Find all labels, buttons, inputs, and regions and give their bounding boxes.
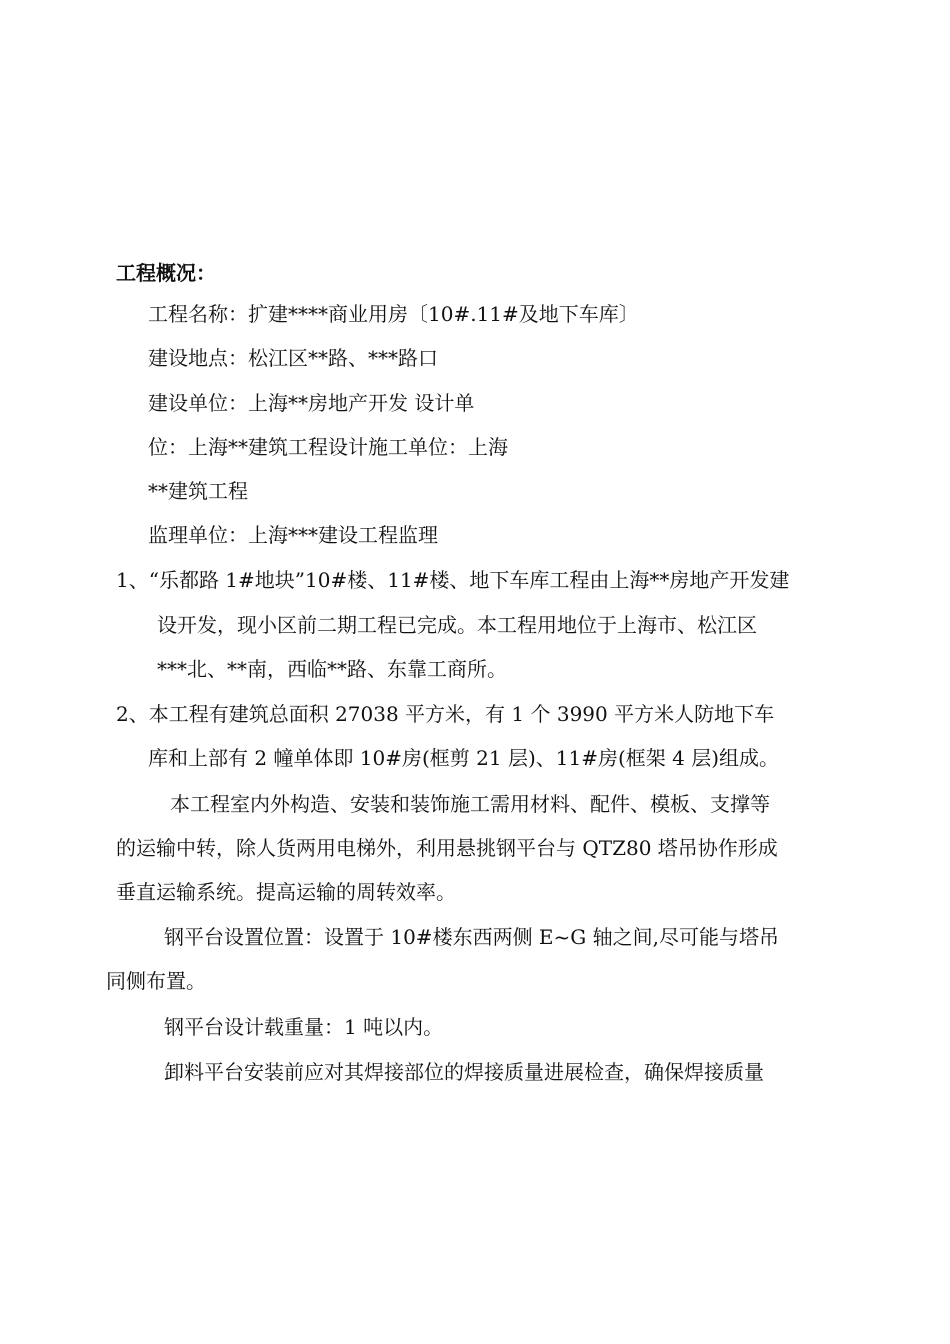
paragraph-3-line-2: 的运输中转，除人货两用电梯外，利用悬挑钢平台与 QTZ80 塔吊协作形成: [116, 836, 778, 860]
paragraph-1-line-3: ***北、**南，西临**路、东靠工商所。: [157, 657, 507, 681]
paragraph-6-line-1: 卸料平台安装前应对其焊接部位的焊接质量进展检查，确保焊接质量: [164, 1060, 764, 1084]
text-line-project-name: 工程名称：扩建****商业用房〔10#.11#及地下车库〕: [148, 302, 639, 326]
paragraph-3-line-3: 垂直运输系统。提高运输的周转效率。: [116, 880, 456, 904]
paragraph-4-line-2: 同侧布置。: [106, 969, 206, 993]
paragraph-5-line-1: 钢平台设计载重量：1 吨以内。: [164, 1015, 444, 1039]
text-line-contractor: **建筑工程: [148, 479, 248, 503]
text-line-designer: 位：上海**建筑工程设计施工单位：上海: [148, 435, 508, 459]
text-line-supervisor: 监理单位：上海***建设工程监理: [148, 523, 438, 547]
paragraph-1-line-1: 1、“乐都路 1#地块”10#楼、11#楼、地下车库工程由上海**房地产开发建: [116, 568, 790, 592]
paragraph-4-line-1: 钢平台设置位置：设置于 10#楼东西两侧 E~G 轴之间,尽可能与塔吊: [164, 925, 779, 949]
paragraph-1-line-2: 设开发，现小区前二期工程已完成。本工程用地位于上海市、松江区: [157, 613, 757, 637]
text-line-builder: 建设单位：上海**房地产开发 设计单: [148, 391, 475, 415]
paragraph-2-line-2: 库和上部有 2 幢单体即 10#房(框剪 21 层)、11#房(框架 4 层)组成。: [148, 746, 780, 770]
section-heading: 工程概况：: [116, 261, 216, 285]
paragraph-2-line-1: 2、本工程有建筑总面积 27038 平方米，有 1 个 3990 平方米人防地下车: [116, 702, 775, 726]
text-line-site: 建设地点：松江区**路、***路口: [148, 346, 438, 370]
paragraph-3-line-1: 本工程室内外构造、安装和装饰施工需用材料、配件、模板、支撑等: [170, 792, 770, 816]
